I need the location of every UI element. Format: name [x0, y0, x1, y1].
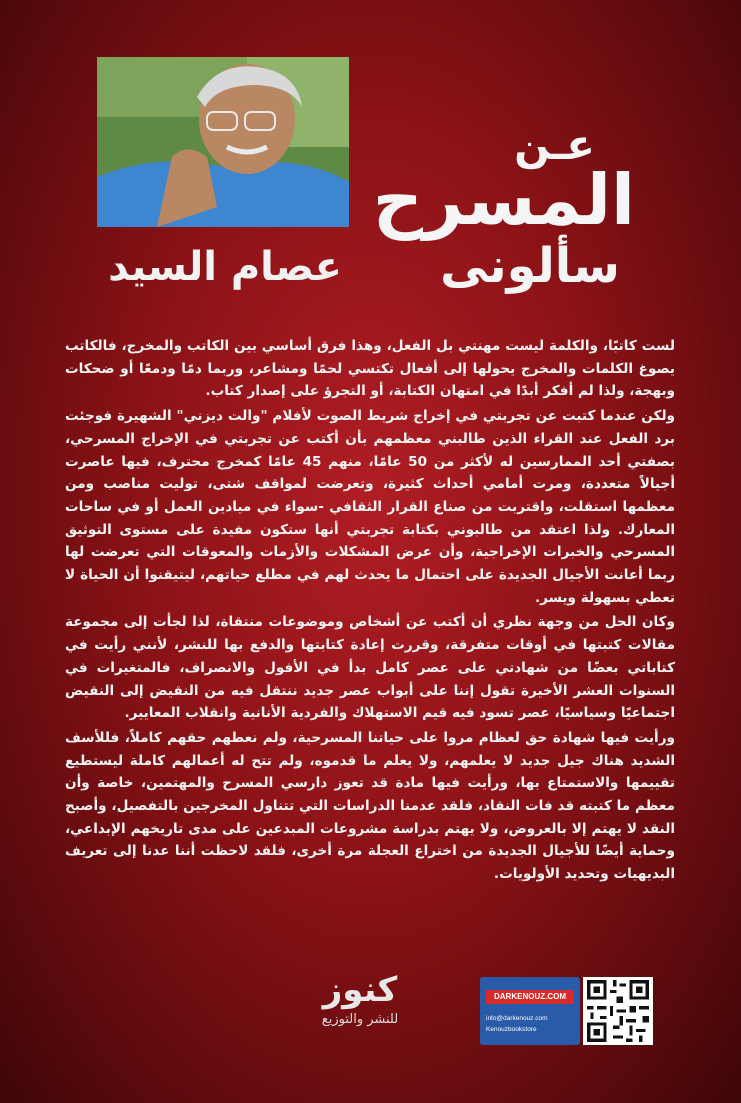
- publisher-name: كنوز: [322, 970, 398, 1010]
- publisher-logo: [295, 970, 425, 1027]
- blurb-paragraph-3: وكان الحل من وجهة نظري أن أكتب عن أشخاص وموضوعات منتقاة، لذا لجأت إلى مجموعة مقالات كتبتها في أوقات متفرقة، وقررت إعادة كتابتها والدفع بها للنشر، لأنني رأيت في كتاباتي بعضًا من شهادتي على عصر كامل بدأ في الأفول والانصراف، فالمتغيرات في السنوات العشر الأخيرة تقول إننا على أبواب عصر جديد ننتقل فيه من النقيض إلى النقيض اجتماعيًا وسياسيًا، عصر تسود فيه قيم الاستهلاك والفردية الأنانية وانقلاب المعايير.: [65, 614, 675, 722]
- publisher-subtitle: للنشر والتوزيع: [321, 1012, 399, 1027]
- contact-box: [480, 977, 580, 1045]
- blurb-paragraph-1: لست كاتبًا، والكلمة ليست مهنتي بل الفعل، وهذا فرق أساسي بين الكاتب والمخرج، فالكاتب يصوغ الكلمات والمخرج يحولها إلى أفعال تكتسي لحمًا ومشاعر، وربما دمًا ودمعًا أو ضحكات وبهجة، ولذا لم أفكر أبدًا في امتهان الكتابة، أو التجرؤ على إصدار كتاب.: [65, 338, 675, 400]
- title-top: عـن: [514, 120, 595, 169]
- email-text: info@darkenouz.com: [486, 1015, 548, 1022]
- blurb-paragraph-2: ولكن عندما كتبت عن تجربتي في إخراج شريط الصوت لأفلام "والت ديزني" الشهيرة فوجئت برد الفعل عند القراء الذين طالبني معظمهم بأن أكتب عن تجربتي في الإخراج المسرحي، بصفتي أحد الممارسين له لأكثر من 50 عامًا، منهم 45 عامًا كمخرج محترف، فيها عاصرت أجيالاً متعددة، ومرت أمامي أحداث كثيرة، وتعرضت لمواقف شتى، توليت مناصب ومن معظمها استقلت، واقتربت من صناع القرار الثقافي -سواء في ميادين العمل أو في ساحات المعارك. ولذا اعتقد من طالبوني بكتابة تجربتي أنها ستكون مفيدة على مستوى التوثيق المسرحي والخبرات الإخراجية، وأن عرض المشكلات والأزمات والمعوقات التي تعرضت لها ربما أعانت الأجيال الجديدة على احتمال ما يحدث لهم في مطلع حياتهم، ليتيقنوا أن الحياة لا تعطي بسهولة ويسر.: [65, 408, 675, 606]
- author-photo: [97, 57, 349, 227]
- blurb-paragraph-4: ورأيت فيها شهادة حق لعظام مروا على حياتنا المسرحية، ولم نعطهم حقهم كاملاً، فللأسف الشديد هناك جيل جديد لا يعلمهم، ولا يعلم ما قدموه، ولم تتح له أعمالهم كاملة ليستطيع تقييمها والاستمتاع بها، ورأيت فيها مادة قد تعوز دارسي المسرح والمهتمين، خاصة وأن معظم ما كتبته قد فات النقاد، فلقد عدمنا الدراسات التي تتناول المخرجين بالتفصيل، وأصبح النقد لا يهتم إلا بالعروض، ولا يهتم بدراسة مشروعات المبدعين على مدى تاريخهم الإبداعي، وحماية أيضًا للأجيال الجديدة من اختراع العجلة مرة أخرى، فلقد لاحظت أننا عدنا إلى تعريف البديهيات وتحديد الأولويات.: [65, 729, 675, 883]
- title-bottom: سألونى: [440, 238, 620, 294]
- website-badge: DARKENOUZ.COM: [486, 990, 574, 1004]
- book-title: [372, 120, 635, 294]
- qr-code-icon: [583, 977, 653, 1045]
- title-main: المسرح: [372, 159, 635, 241]
- blurb-text: [65, 335, 675, 888]
- author-name: عصام السيد: [108, 244, 342, 290]
- social-text: Kenouzbookstore: [486, 1026, 537, 1033]
